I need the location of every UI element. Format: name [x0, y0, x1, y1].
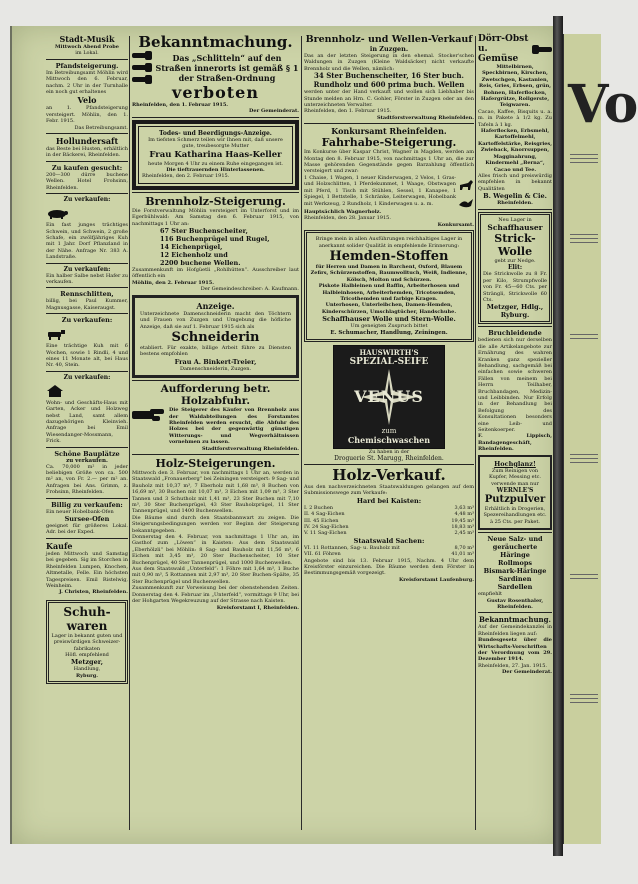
- bird-icon: [458, 197, 474, 209]
- ad-kaufe: Kaufe jeden Mittwoch und Samstag bei gegeben. Sig im Storchen in Rheinfelden Lumpen, Knochen, Altmetalle, Felle. Ein höchsten Tagespreisen. Emil Ristelwig, Weinheim. J. Christen, Rheinfelden.: [46, 540, 128, 596]
- ad-strick-wolle: Neu Lager in Schaffhauser Strick-Wolle gebt zur Nedge. Elit: Die Strickwolle zu 8 Fr. per Kilo, Strumpfwolle von Fr. 45—60 Cts. per Strängli, Strickwolle 60 Cts. Metzger, Hdlg., Ryburg.: [478, 212, 552, 325]
- ad-haeringe: Neue Salz- und geräucherte Häringe Rollmops Bismark-Häringe Sardinen Sardellen empfiehlt Gustav Rosenthaler, Rheinfelden.: [478, 535, 547, 610]
- ad-hollundersaft: Hollundersaft das Beste bei Husten, erhältlich in der Bäckerei, Rheinfelden.: [46, 136, 128, 159]
- bekanntmachung-title: Bekanntmachung.: [138, 33, 293, 51]
- droguerie-text: Droguerie St. Marugg, Rheinfelden.: [334, 454, 444, 462]
- table-row: III. 45 Eichen 19,45 m³: [304, 517, 474, 524]
- table-row: II. 4 Sag-Eichen 4,48 m³: [304, 511, 474, 518]
- ad-doerr-obst: Dörr-Obst u. Gemüse Mittelbirnen, Speckbirnen, Kirschen, Zwetschgen, Kastanien, Reis, Gries, Erbsen, grün, Bohnen, Haferflocken, Hafergrütze, Rollgerste, Teigwaren. Cacao, Kaffee, Bisquits u. a. m. in Pakete à 1/2 kg. Zu Tafeln à 1 kg. Haferflocken, Erbsmehl, Kartoffelmehl, Kartoffelstärke, Reisgries, Zwieback, Knorrsuppen, Magginahrung, Kindermehl „Berna“, Cacao und Tee. Alles frisch und preiswürdig empfehlen in bekannt Qualitäten B. Wegelin & Cie. Rheinfelden.: [478, 34, 552, 207]
- ad-pfandsteigerung: Pfandsteigerung. Im Betreibungsamt Möhlin wird Mittwoch den 6. Februar, nachm. 2 Uhr in der Turnhalle ein noch gut erhaltenes Velo an 1. Pfandsteigerung versteigert. Möhlin, den 1. Febr. 1915. Das Betreibungsamt.: [46, 61, 128, 131]
- table-row: IV. 24 Sag-Eichen 18,83 m³: [304, 524, 474, 530]
- ad-stadtmusik: Stadt-Musik Mittwoch Abend Probe im Lokal.: [46, 34, 128, 57]
- book-spine: [553, 16, 563, 856]
- ad-todesanzeige: Todes- und Beerdigungs-Anzeige. Im tiefsten Schmerz teilen wir Ihnen mit, daß unsere gute, treubesorgte Mutter Frau Katharina Haas-Keller heute Morgen 4 Uhr zu einem Ruhe eingegangen ist. Die tieftrauernden Hinterlassenen. Rheinfelden, den 2. Februar 1915.: [132, 120, 299, 190]
- house-icon: [46, 385, 64, 397]
- adjacent-page-headline-fragment: Vo: [568, 74, 638, 135]
- ad-billig-verkaufen: Billig zu verkaufen: Ein neuer Hobelbank-Ofen Sursee-Ofen geeignet für größeres Lokal. Adr. bei der Exped.: [46, 500, 128, 536]
- ad-hemden-stoffen: Bringe mein in allen Ausführungen reichhaltiges Lager in anerkannt solider Qualität in empfehlende Erinnerung: Hemden-Stoffen für Herren und Damen in Barchent, Oxford, Blauem Zefirs, Schürzenstoffen, Baumwolltuch, Weiß, Indienne, Kölsch, Molton und Schürzen. Piskote Halbleinen und Baffin, Arbeiterhosen und Halbleinhosen, Arbeiterhemden, Tricotsemden, Tricothemden und farbige Kragen. Unterhosen, Unterleibchen, Damen-Hemden, Kinderschürzen, Umschlagtücher, Handschuhe. Schaffhauser Wolle und Stern-Wolle. Um geneigten Zuspruch bittet E. Schumacher, Handlung, Zeiningen.: [304, 230, 474, 341]
- pointing-hand-large-icon: [132, 407, 166, 423]
- ad-schuhwaren: Schuh-waren Lager in bekannt guten und preiswürdigen Schweizer-fabrikaten Höfl. empfehlend Metzger, Handlung, Ryburg.: [46, 600, 128, 684]
- ad-brennholz-wellen-verkauf: Brennholz- und Wellen-Verkauf in Zuzgen. Das an der letzten Steigerung in den ehemal. Stocker'schen Waldungen in Zuzgen (Kleine Waldsäcker) nicht verkaufte Brennholz und die Wellen, nämlich: 34 Ster Buchenscheiter, 16 Ster buch. Rundholz und 600 prima buch. Wellen werden unter der Hand verkauft und wollen sich Liebhaber bis Stunde melden an Hrn. C. Gohler, Förster in Zuzgen oder an den unterzeichneten Verwalter. Rheinfelden, den 1. Februar 1915. Stadtforstverwaltung Rheinfelden.: [304, 34, 474, 121]
- pointing-hand-icon: [132, 63, 152, 72]
- pig-icon: [46, 209, 68, 219]
- ad-aufforderung-holzabfuhr: Aufforderung betr. Holzabfuhr. Die Steigerer des Käufer von Brennholz aus der Waldabteilungen des Forstamtes Rheinfelden werden ersucht, die Abfuhr des Holzes bei der gegenwärtig günstigen Witterungs- und Wegverhältnissen vornehmen zu lassen. Stadtforstverwaltung Rheinfelden.: [132, 383, 299, 452]
- table-row: I. 2 Buchen 3,63 m³: [304, 504, 474, 511]
- ad-rennschlitten: Rennschlitten, billig, bei Paul Kummer, Magnusgasse, Kaiseraugst.: [46, 290, 128, 311]
- adjacent-page-edge: [563, 34, 638, 844]
- stadtmusik-title: Stadt-Musik: [59, 34, 115, 44]
- ad-holz-verkauf: Holz-Verkauf. Aus den nachverzeichneten Staatswaldungen gelangen auf dem Submissionswege zum Verkaufe: Hard bei Kaisten: I. 2 Buchen 3,63 m³ II. 4 Sag-Eichen 4,48 m³ III. 45 Eichen 19,45 m³ IV. 24 Sag-Eichen 18,83 m³ V. 11 Sag-Eichen 2,45 m³ Staatswald Sachen: VI. 11 Rottannen, Sag- u. Bauholz mit 8,70 m³ VII. 61 Föhren 41,01 m³ Angebote sind bis 13. Februar 1915, Nachm. 4 Uhr dem Kreisförster einzureichen. Die Bäume werden dem Förster in Bestimmungsgemäß vorgezeigt. Kreisforstamt Laufenburg.: [304, 465, 474, 583]
- ad-konkursamt: Konkursamt Rheinfelden. Fahrhabe-Steigerung. Im Konkurse über Kaspar Christ, Wagner in Magden, werden am Montag den 8. Februar 1915, von nachmittags 1 Uhr an, die zur Masse gehörenden Gegenstände gegen Barzahlung öffentlich versteigert und zwar: 1 Chaise, 1 Wagen, 1 neuer Kinderwagen, 2 Velos, 1 Gras- und Holzschlitten, 1 Pferdekummet, 1 Waage, Obstwagen mit Pferd, 1 Tisch mit Stühlen, Sessel, 1 Kanapee, 1 Spiegel, 1 Bettstelle, 1 Schränke, Leiterwagen, Hobelbank mit Werkzeug, 2 Rundholz, 1 Kinderwagen u. a. m. Hauptsächlich Wagnerholz. Rheinfelden, den 28. Januar 1915. Konkursamt.: [304, 126, 474, 228]
- ad-putzpulver: Hochglanz! Zum Reinigen von Kupfer, Messing etc. verwende man nur WERNLE'S Putzpulver Erhältlich in Drogerien, Spezereihandlungen etc. à 25 Cts. per Paket.: [478, 455, 552, 530]
- ad-brennholz-steigerung: Brennholz-Steigerung. Die Forstverwaltung Möhlin versteigert im Unterforst und im Egerbühlwald: Am Samstag den 6. Februar 1915, von nachmittags 1 Uhr an: 67 Ster Buchenscheiter, 116 Buchenprügel und Rugel, 14 Eichenprügel, 12 Eichenholz und 2200 buchene Wellen. Zusammenkunft im Hofgüetli „Rohlhütten“. Ausschreiber laut öffentlich ein Möhlin, den 2. Februar 1915. Der Gemeindeschreiber: A. Kaufmann.: [132, 194, 299, 293]
- pointing-hand-icon: [132, 51, 152, 60]
- ad-verkaufen-2: Zu verkaufen: Ein halber Salbe nebst Hafer zu verkaufen.: [46, 265, 128, 285]
- ad-zu-kaufen-gesucht: Zu kaufen gesucht: 200—300 dürre buchene Wellen. Hotel Frohsinn, Rheinfelden.: [46, 163, 128, 191]
- ad-verkaufen-4: Zu verkaufen: Wohn- und Geschäfts-Haus mit Garten, Acker und Holzweg nebst Land, samt allem dazugehörigen Kleinvieh. Anfrage bei Emil Wiesendanger-Mossmann, Frick.: [46, 373, 128, 445]
- column-d: [478, 34, 552, 676]
- pointing-hand-icon: [532, 45, 552, 54]
- column-c: Brennholz- und Wellen-Verkauf in Zuzgen. Das an der letzten Steigerung in den ehemal. Stocker'schen Waldungen in Zuzgen (Kleine Waldsäcker) nicht verkaufte Brennholz und die Wellen, nämlich: 34 Ster Buchenscheiter, 16 Ster buch. Rundholz und 600 prima buch. Wellen werden unter der Hand verkauft und wollen sich Liebhaber bis Stunde melden an Hrn. C. Gohler, Förster in Zuzgen oder an den unterzeichneten Verwalter. Rheinfelden, den 1. Februar 1915. Stadtforstverwaltung Rheinfelden. Konkursamt Rheinfelden. Fahrhabe-Steigerung. Im Konkurse über Kaspar Christ, Wagner in Magden, werden am Montag den 8. Februar 1915, von nachmittags 1 Uhr an, die zur Masse gehörenden Gegenstände gegen Barzahlung öffentlich versteigert und zwar: 1 Chaise, 1 Wagen, 1 neuer Kinderwagen, 2 Velos, 1 Gras- und Holzschlitten, 1 Pferdekummet, 1 Waage, Obstwagen mit Pferd, 1 Tisch mit Stühlen, Sessel, 1 Kanapee, 1 Spiegel, 1 Bettstelle, 1 Schränke, Leiterwagen, Hobelbank mit Werkzeug, 2 Rundholz, 1 Kinderwagen u. a. m. Hauptsächlich Wagnerholz. Rheinfelden, den 28. Januar 1915. Konkursamt. Bringe mein in allen Ausführungen reichhaltiges Lager in anerkannt solider Qualität in empfehlende Erinnerung: Hemden-Stoffen für Herren und Damen in Barchent, Oxford, Blauem Zefirs, Schürzenstoffen, Baumwolltuch, Weiß, Indienne, Kölsch, Molton und Schürzen. Piskote Halbleinen und Baffin, Arbeiterhosen und Halbleinhosen, Arbeiterhemden, Tricotsemden, Tricothemden und farbige Kragen. Unterhosen, Unterleibchen, Damen-Hemden, Kinderschürzen, Umschlagtücher, Handschuhe. Schaffhauser Wolle und Stern-Wolle. Um geneigten Zuspruch bittet E. Schumacher, Handlung, Zeiningen. HAUSWIRTH'S SPEZIAL-SEIFE VENUS zum Chemischwaschen Zu haben in der Droguerie St. Marugg, Rheinfelden. Holz-Verkauf. Aus den nachverzeichneten Staatswaldungen gelangen auf dem Submissionswege zum Verkaufe: Hard bei Kaisten: I. 2 Buchen 3,63 m³ II. 4 Sag-Eichen 4,48 m³ III. 45 Eichen 19,45 m³ IV. 24 Sag-Eichen 18,83 m³ V. 11 Sag-Eichen 2,45 m³ Staatswald Sachen: VI. 11 Rottannen, Sag- u. Bauholz mit 8,70 m³ VII. 61 Föhren 41,01 m³ Angebote sind bis 13. Februar 1915, Nachm. 4 Uhr dem Kreisförster einzureichen. Die Bäume werden dem Förster in Bestimmungsgemäß vorgezeigt. Kreisforstamt Laufenburg.: [304, 34, 474, 583]
- horse-icon: [458, 179, 474, 191]
- verboten-word: verboten: [172, 83, 259, 102]
- ad-verkaufen-1: Zu verkaufen: Ein fast junges trächtiges Schwein, und Schwein, 2 große Schafe, ein zwölfjähriges Kuh mit 1 Jahr. Dorf Pflanzland in der Nähe. Anfrage Nr. 383 A. Landstraße.: [46, 196, 128, 261]
- ad-bruchleidende: Bruchleidende bedienen sich nur derselben die alle Artikelangebote zur Ernährung des wahren Kranken ganz spezieller Behandlung, sachgemäß bei einfachen sowie schweren Fällen von meinem bei Herrn Teilhaber, Bruchbandagen, Medizin- und Leibbinden. Nur Erfolg in der Behandlung bei Befolgung des Konsultationen besonders eine Leib- und Seitenkoerper. F. Lippisch, Bandagengeschäft, Rheinfelden.: [478, 329, 552, 453]
- ad-verkaufen-3: Zu verkaufen: Eine trächtige Kuh mit 6 Wochen, sowie 1 Rindli, 4 und eines 11 Monate alt, bei Haus Nr. 40, Stein.: [46, 316, 128, 369]
- table-row: V. 11 Sag-Eichen 2,45 m³: [304, 530, 474, 537]
- ad-bekanntmachung-gemeinderat: Bekanntmachung. Auf der Gemeindekanzlei in Rheinfelden liegen auf: Bundesgesetz über die Wirtschafts-Vorschriften der Verordnung vom 29. Dezember 1914. Rheinfelden, 27. Jan. 1915. Der Gemeinderat.: [478, 615, 552, 676]
- table-row: VI. 11 Rottannen, Sag- u. Bauholz mit 8,70 m³: [304, 544, 474, 551]
- table-row: VII. 61 Föhren 41,01 m³: [304, 551, 474, 558]
- ad-venus-seife: HAUSWIRTH'S SPEZIAL-SEIFE VENUS zum Chemischwaschen: [333, 345, 445, 449]
- column-a: [46, 34, 128, 686]
- ad-schneiderin: Anzeige. Unterzeichnete Damenschneiderin macht den Töchtern und Frauen von Zuzgen und Umgebung die höfliche Anzeige, daß sie auf 1. Februar 1915 sich als Schneiderin etabliert. Für exakte, billige Arbeit führe zu Diensten bestens empfohlen Frau A. Binkert-Treier, Damenschneiderin, Zuzgen.: [132, 295, 299, 378]
- ad-bauplaetze: Schöne Bauplätze zu verkaufen. Ca. 70,000 m² in jeder beliebigen Größe von ca. 500 m² an, von Fr. 2.— per m² an. Anfragen bei Ans. Grimm, z. Frohsinn, Rheinfelden.: [46, 449, 128, 496]
- cow-icon: [46, 330, 66, 340]
- ad-bekanntmachung-schlitteln: Bekanntmachung. Das „Schlitteln“ auf den Straßen innerorts ist gemäß § 1 der Straßen-Ordnung verboten Rheinfelden, den 1. Februar 1915. Der Gemeinderat.: [132, 33, 299, 115]
- velo-heading: Velo: [77, 95, 97, 106]
- pointing-hand-icon: [132, 75, 152, 84]
- ad-holz-steigerungen: Holz-Steigerungen. Mittwoch den 3. Februar, von nachmittags 1 Uhr an, werden in Staatswald „Fronauerberg“ bei Zeiningen versteigert: 9 Sag- und Bauholz mit 10,37 m³, 7 Eberholz mit 1,68 m³, 8 Buchen von 16,69 m³, 30 Buchen mit 10,07 m³, 3 Eichen mit 1,09 m³, 3 Ster Tannen und 3 Schutholz mit 1,41 m³, 23 Ster Buchen mit 7,10 m³, 30 Ster Buchenprügel, 43 Ster Bauholzprügel, 11 Ster Tannenprügel, und 1400 Buchenwellen. Die Bäume sind durch den Staatsbannwart zu zeigen. Die Steigerungsbedingungen werden vor Beginn der Steigerung bekanntgegeben. Donnerstag den 4. Februar, von nachmittags 1 Uhr an, im Gasthof zum „Löwen“ in Kaisten: Aus dem Staatswald „Eberhölzli“ bei Möhlin: 8 Sag- und Bauholz mit 11,56 m³, 6 Eichen mit 3,45 m³, 20 Ster Buchenscheiter, 10 Ster Buchenprügel, 40 Ster Tannenprügel, und 1000 Buchenwellen. Aus dem Staatswald „Unterfeld“: 1 Föhre mit 1,64 m³, 1 Buche mit 0,90 m³, 5 Rottannen mit 2,97 m³, 20 Ster Buchen-Spälte, 35 Ster Buchenprügel und Buchenwellen. Zusammenkunft zur Vorweisung bei der obenstehenden Zeiten. Donnerstag den 4. Februar im „Unterfeld“, vormittags 9 Uhr, bei der Hohgarten Wegekreuzung auf der Strasse nach Kaisten. Kreisforstamt I, Rheinfelden.: [132, 456, 299, 611]
- column-b: [132, 34, 299, 611]
